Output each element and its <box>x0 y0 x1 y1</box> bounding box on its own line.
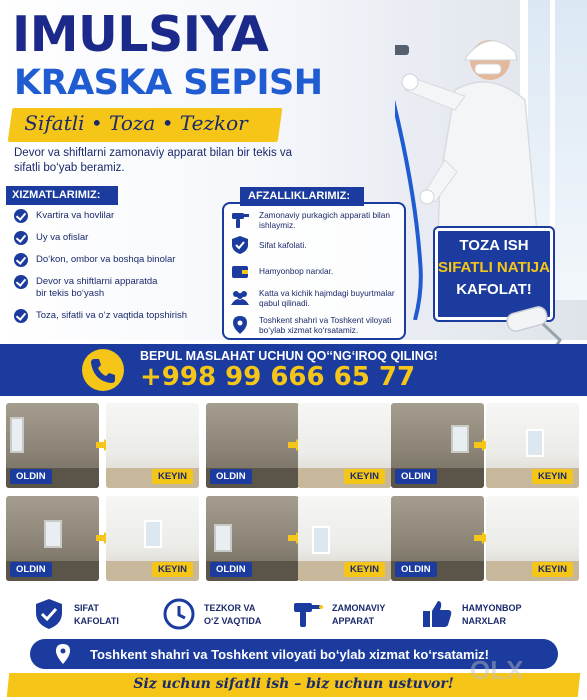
slogan-text: Sifatli • Toza • Tezkor <box>24 111 248 135</box>
after-label: KEYIN <box>532 469 573 484</box>
after-label: KEYIN <box>152 469 193 484</box>
before-label: OLDIN <box>210 562 252 577</box>
call-cta-text: BEPUL MASLAHAT UCHUN QO‘‘NG‘IROQ QILING! <box>140 349 438 363</box>
list-item: Uy va ofislar <box>14 232 214 244</box>
check-icon <box>14 209 28 223</box>
before-photo <box>391 403 484 488</box>
shield-check-icon <box>32 597 66 631</box>
badge-line-1: TOZA ISH <box>459 237 529 254</box>
slogan-banner <box>8 108 283 142</box>
before-photo <box>391 496 484 581</box>
before-photo <box>206 403 299 488</box>
check-icon <box>14 253 28 267</box>
thumbs-up-icon <box>420 597 454 631</box>
spray-gun-icon <box>290 597 324 631</box>
list-item: Zamonaviy purkagich apparati bilan ishlaymiz. <box>230 210 404 230</box>
location-pin-icon <box>56 644 70 664</box>
list-item: Toshkent shahri va Toshkent viloyati bo‘ylab xizmat ko‘rsatamiz. <box>230 315 404 335</box>
badge-line-2: SIFATLI NATIJA <box>438 259 550 276</box>
watermark-logo: OLX <box>470 655 524 685</box>
before-label: OLDIN <box>395 562 437 577</box>
after-photo <box>298 496 391 581</box>
after-label: KEYIN <box>344 469 385 484</box>
after-label: KEYIN <box>152 562 193 577</box>
after-photo <box>106 496 199 581</box>
page-subtitle: KRASKA SEPISH <box>14 63 323 103</box>
list-item: Toza, sifatli va o‘z vaqtida topshirish <box>14 310 214 322</box>
footer-text: Siz uchun sifatli ish – biz uchun ustuvor! <box>133 676 454 692</box>
check-icon <box>14 231 28 245</box>
after-photo <box>486 496 579 581</box>
after-label: KEYIN <box>344 562 385 577</box>
services-heading: XIZMATLARIMIZ: <box>6 186 118 205</box>
before-label: OLDIN <box>10 469 52 484</box>
check-icon <box>14 309 28 323</box>
before-label: OLDIN <box>395 469 437 484</box>
phone-badge <box>82 349 124 391</box>
phone-number[interactable]: +998 99 666 65 77 <box>140 362 416 392</box>
before-photo <box>206 496 299 581</box>
advantages-list <box>230 210 404 335</box>
list-item: Kvartira va hovlilar <box>14 210 214 222</box>
wallet-icon <box>230 261 250 281</box>
shield-check-icon <box>230 235 250 255</box>
before-label: OLDIN <box>210 469 252 484</box>
people-icon <box>230 288 250 308</box>
location-pin-icon <box>230 315 250 335</box>
hero-section <box>0 0 587 340</box>
list-item: Katta va kichik hajmdagi buyurtmalar qabul qilinadi. <box>230 288 404 308</box>
list-item: Devor va shiftlarni apparatda bir tekis bo‘yash <box>14 276 164 300</box>
badge-line-3: KAFOLAT! <box>456 281 532 298</box>
after-photo <box>106 403 199 488</box>
clock-icon <box>162 597 196 631</box>
phone-icon <box>82 349 124 391</box>
spray-gun-icon <box>230 210 250 230</box>
after-photo <box>486 403 579 488</box>
list-item: Do‘kon, ombor va boshqa binolar <box>14 254 214 266</box>
list-item: Sifat kafolati. <box>230 235 404 250</box>
before-photo <box>6 496 99 581</box>
advantages-heading: AFZALLIKLARIMIZ: <box>240 187 364 206</box>
before-after-gallery <box>6 403 581 593</box>
check-icon <box>14 275 28 289</box>
before-photo <box>6 403 99 488</box>
services-list <box>14 210 214 332</box>
before-label: OLDIN <box>10 562 52 577</box>
after-label: KEYIN <box>532 562 573 577</box>
after-photo <box>298 403 391 488</box>
page-title: IMULSIYA <box>12 6 269 63</box>
intro-text: Devor va shiftlarni zamonaviy apparat bilan bir tekis va sifatli bo‘yab beramiz. <box>14 147 293 174</box>
location-text: Toshkent shahri va Toshkent viloyati bo‘ylab xizmat ko‘rsatamiz! <box>90 647 490 662</box>
list-item: Hamyonbop narxlar. <box>230 261 404 276</box>
